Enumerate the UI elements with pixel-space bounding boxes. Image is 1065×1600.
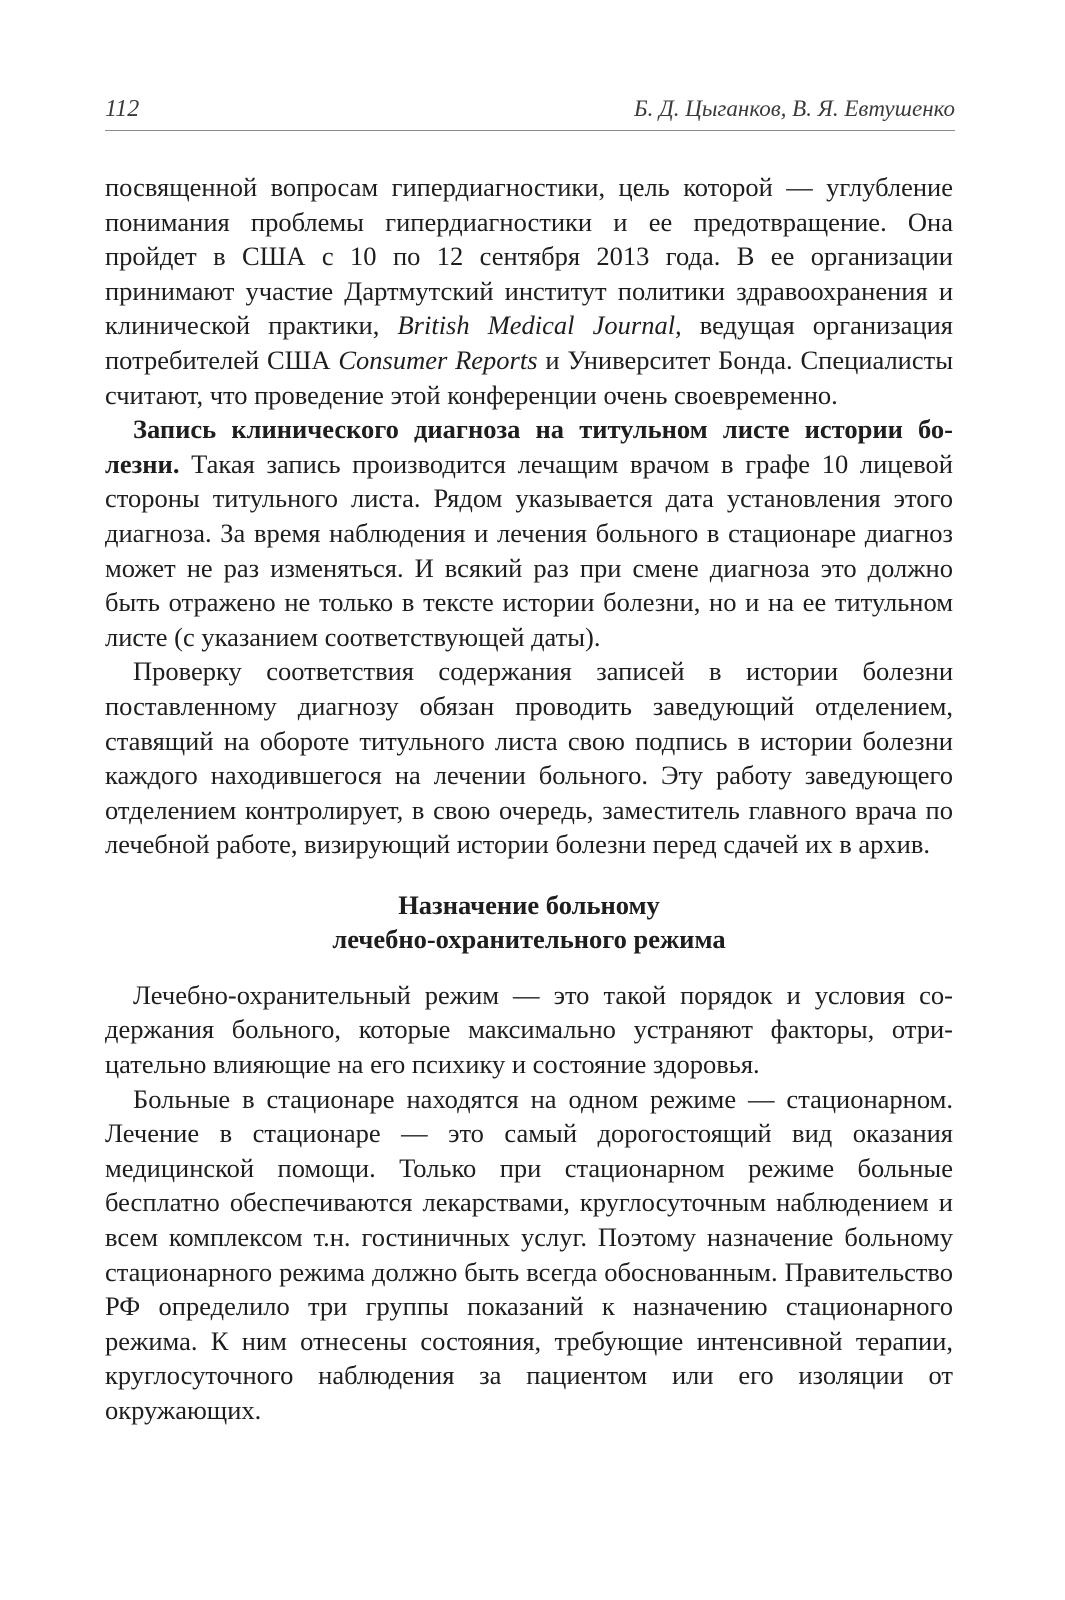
paragraph-diagnosis-record: [105, 412, 953, 654]
paragraph-text: и Университет Бонда. Специалисты считают, что проведение этой конференции очень своевременно.: [105, 344, 953, 410]
journal-name: British Medical Journal,: [397, 310, 682, 341]
running-header: [105, 96, 955, 131]
paragraph-text: посвященной вопросам гипердиагностики, цель которой — углубление понимания проблемы гипердиагностики и ее предотвращение. Она пройдет в США с 10 по 12 сентября 2013 года. В ее организации принимают участие Дартмутский институт политики здравоохранения и клинической практики,: [105, 172, 953, 341]
paragraph-lead-in: Запись клинического диагноза на титульном листе истории болезни.: [105, 414, 953, 479]
paragraph-continuation: [105, 170, 953, 412]
page-number: 112: [105, 96, 140, 122]
paragraph-inpatient-regime: Больные в стационаре находятся на одном режиме — стационарном. Лечение в стационаре — это самый дорогостоящий вид оказания медицинской помощи. Только при стационарном режиме больные бесплатно обеспечиваются лекарствами, круглосуточным наблюдением и всем комплексом т.н. гостиничных услуг. Поэтому назначение больному стационарного режима должно быть всегда обоснованным. Правительство РФ определило три группы показаний к назначению стационарного режима. К ним отнесены состояния, требующие интенсивной терапии, круглосуточного наблюдения за пациентом или его изоляции от окружающих.: [105, 1083, 953, 1425]
organization-name: Consumer Reports: [338, 344, 538, 375]
paragraph-record-check: Проверку соответствия содержания записей в истории болезни поставленному диагнозу обязан проводить заведующий отделением, ставящий на обороте титульного листа свою подпись в истории болезни каждого находившегося на лечении больного. Эту работу заведующего отделением контролирует, в свою очередь, заместитель главного врача по лечебной работе, визирующий истории болезни перед сдачей их в архив.: [105, 656, 953, 860]
paragraph-regime-definition: Лечебно-охранительный режим — это такой порядок и условия содержания больного, которые максимально устраняют факторы, отрицательно влияющие на его психику и состояние здоровья.: [105, 979, 953, 1080]
paragraph-text: ведущая организация потребителей США: [105, 310, 954, 375]
paragraph-text: Такая запись производится лечащим врачом в графе 10 лицевой стороны титульного листа. Рядом указывается дата установления этого диагноза. За время наблюдения и лечения больного в стационаре диагноз может не раз изменяться. И всякий раз при смене диагноза это должно быть отражено не только в тексте истории болезни, но и на ее титульном листе (с указанием соответствующей даты).: [105, 448, 953, 652]
section-heading-line-1: Назначение больному: [398, 889, 660, 920]
body-text: [105, 170, 953, 1428]
section-heading: [105, 888, 953, 956]
running-header-authors: Б. Д. Цыганков, В. Я. Евтушенко: [634, 96, 955, 121]
section-heading-line-2: лечебно-охранительного режима: [332, 923, 726, 954]
